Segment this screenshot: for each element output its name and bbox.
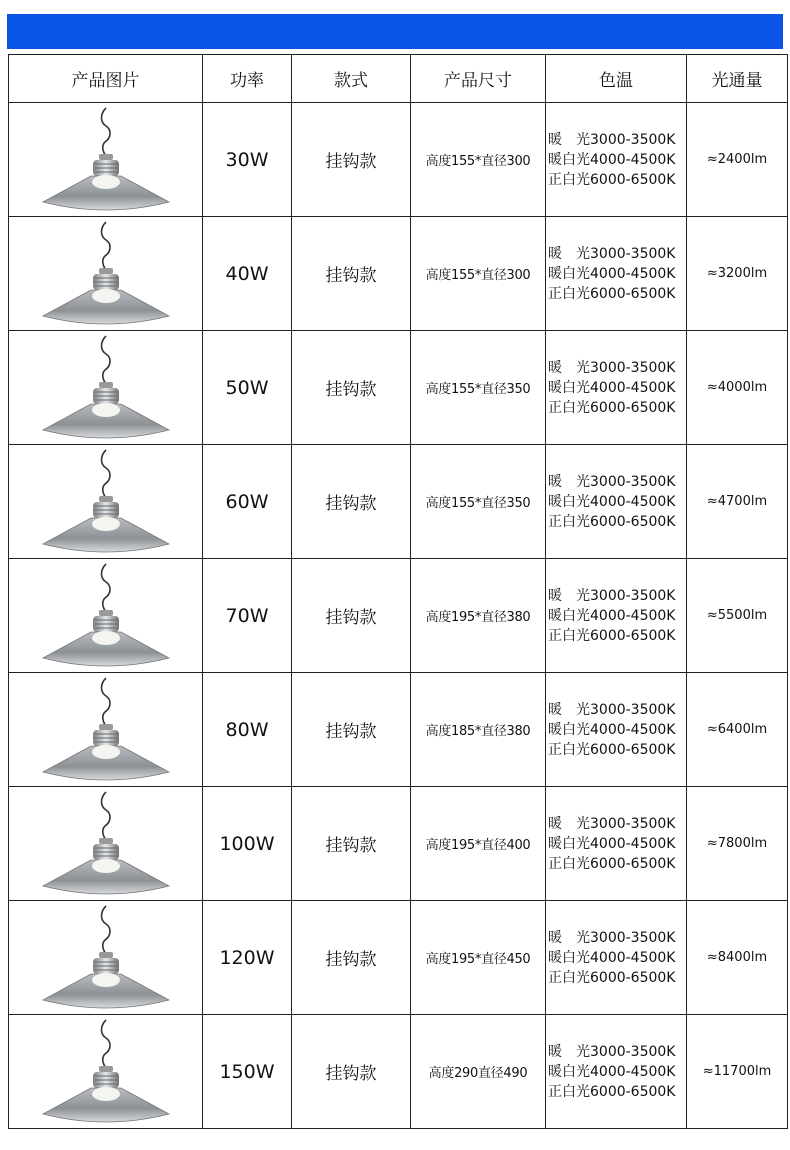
temp-white: 正白光6000-6500K: [548, 627, 676, 644]
style-cell: 挂钩款: [292, 787, 411, 901]
power-cell: 60W: [203, 445, 292, 559]
table-row: [9, 217, 788, 331]
power-cell: 100W: [203, 787, 292, 901]
temp-white: 正白光6000-6500K: [548, 399, 676, 416]
lumen-cell: ≈6400lm: [687, 673, 788, 787]
lumen-cell: ≈8400lm: [687, 901, 788, 1015]
temp-warm-white: 暖白光4000-4500K: [548, 1063, 676, 1080]
color-temp-cell: [546, 445, 687, 559]
color-temp-cell: [546, 103, 687, 217]
power-cell: 80W: [203, 673, 292, 787]
product-image-cell: [9, 559, 203, 673]
temp-warm: 暖 光3000-3500K: [548, 701, 676, 718]
temp-white: 正白光6000-6500K: [548, 513, 676, 530]
lumen-cell: ≈2400lm: [687, 103, 788, 217]
color-temp-cell: [546, 787, 687, 901]
product-image-cell: [9, 673, 203, 787]
header-style: 款式: [292, 55, 411, 103]
color-temp-cell: [546, 331, 687, 445]
size-cell: 高度195*直径450: [411, 901, 546, 1015]
temp-white: 正白光6000-6500K: [548, 171, 676, 188]
size-cell: 高度155*直径300: [411, 103, 546, 217]
style-cell: 挂钩款: [292, 217, 411, 331]
temp-warm-white: 暖白光4000-4500K: [548, 493, 676, 510]
temp-warm: 暖 光3000-3500K: [548, 473, 676, 490]
high-bay-lamp-icon: [9, 1018, 202, 1126]
style-cell: 挂钩款: [292, 445, 411, 559]
product-image-cell: [9, 217, 203, 331]
high-bay-lamp-icon: [9, 904, 202, 1012]
temp-white: 正白光6000-6500K: [548, 741, 676, 758]
lumen-cell: ≈7800lm: [687, 787, 788, 901]
temp-warm-white: 暖白光4000-4500K: [548, 151, 676, 168]
table-row: [9, 103, 788, 217]
temp-white: 正白光6000-6500K: [548, 969, 676, 986]
spec-table: [8, 54, 788, 1129]
power-cell: 70W: [203, 559, 292, 673]
color-temp-cell: [546, 559, 687, 673]
size-cell: 高度155*直径350: [411, 445, 546, 559]
product-image-cell: [9, 1015, 203, 1129]
high-bay-lamp-icon: [9, 790, 202, 898]
product-image-cell: [9, 445, 203, 559]
table-row: [9, 445, 788, 559]
size-cell: 高度195*直径400: [411, 787, 546, 901]
header-image: 产品图片: [9, 55, 203, 103]
product-image-cell: [9, 331, 203, 445]
product-image-cell: [9, 901, 203, 1015]
size-cell: 高度155*直径350: [411, 331, 546, 445]
high-bay-lamp-icon: [9, 106, 202, 214]
high-bay-lamp-icon: [9, 448, 202, 556]
table-row: [9, 673, 788, 787]
header-size: 产品尺寸: [411, 55, 546, 103]
size-cell: 高度185*直径380: [411, 673, 546, 787]
temp-white: 正白光6000-6500K: [548, 1083, 676, 1100]
color-temp-cell: [546, 673, 687, 787]
high-bay-lamp-icon: [9, 562, 202, 670]
lumen-cell: ≈5500lm: [687, 559, 788, 673]
product-image-cell: [9, 103, 203, 217]
temp-white: 正白光6000-6500K: [548, 285, 676, 302]
style-cell: 挂钩款: [292, 901, 411, 1015]
style-cell: 挂钩款: [292, 1015, 411, 1129]
power-cell: 150W: [203, 1015, 292, 1129]
power-cell: 30W: [203, 103, 292, 217]
size-cell: 高度290直径490: [411, 1015, 546, 1129]
style-cell: 挂钩款: [292, 559, 411, 673]
temp-warm-white: 暖白光4000-4500K: [548, 835, 676, 852]
power-cell: 40W: [203, 217, 292, 331]
temp-warm-white: 暖白光4000-4500K: [548, 265, 676, 282]
table-row: [9, 1015, 788, 1129]
temp-warm: 暖 光3000-3500K: [548, 245, 676, 262]
temp-warm-white: 暖白光4000-4500K: [548, 379, 676, 396]
product-image-cell: [9, 787, 203, 901]
header-color-temp: 色温: [546, 55, 687, 103]
temp-warm-white: 暖白光4000-4500K: [548, 607, 676, 624]
temp-white: 正白光6000-6500K: [548, 855, 676, 872]
header-lumen: 光通量: [687, 55, 788, 103]
temp-warm: 暖 光3000-3500K: [548, 587, 676, 604]
power-cell: 50W: [203, 331, 292, 445]
style-cell: 挂钩款: [292, 331, 411, 445]
temp-warm: 暖 光3000-3500K: [548, 815, 676, 832]
lumen-cell: ≈11700lm: [687, 1015, 788, 1129]
temp-warm: 暖 光3000-3500K: [548, 1043, 676, 1060]
temp-warm: 暖 光3000-3500K: [548, 359, 676, 376]
table-row: [9, 901, 788, 1015]
color-temp-cell: [546, 217, 687, 331]
color-temp-cell: [546, 1015, 687, 1129]
power-cell: 120W: [203, 901, 292, 1015]
table-row: [9, 331, 788, 445]
header-power: 功率: [203, 55, 292, 103]
size-cell: 高度155*直径300: [411, 217, 546, 331]
temp-warm: 暖 光3000-3500K: [548, 929, 676, 946]
lumen-cell: ≈4700lm: [687, 445, 788, 559]
style-cell: 挂钩款: [292, 103, 411, 217]
lumen-cell: ≈3200lm: [687, 217, 788, 331]
temp-warm-white: 暖白光4000-4500K: [548, 949, 676, 966]
temp-warm: 暖 光3000-3500K: [548, 131, 676, 148]
temp-warm-white: 暖白光4000-4500K: [548, 721, 676, 738]
header-row: [9, 55, 788, 103]
table-row: [9, 559, 788, 673]
color-temp-cell: [546, 901, 687, 1015]
high-bay-lamp-icon: [9, 334, 202, 442]
high-bay-lamp-icon: [9, 220, 202, 328]
high-bay-lamp-icon: [9, 676, 202, 784]
lumen-cell: ≈4000lm: [687, 331, 788, 445]
size-cell: 高度195*直径380: [411, 559, 546, 673]
table-row: [9, 787, 788, 901]
style-cell: 挂钩款: [292, 673, 411, 787]
top-banner: [7, 14, 783, 49]
